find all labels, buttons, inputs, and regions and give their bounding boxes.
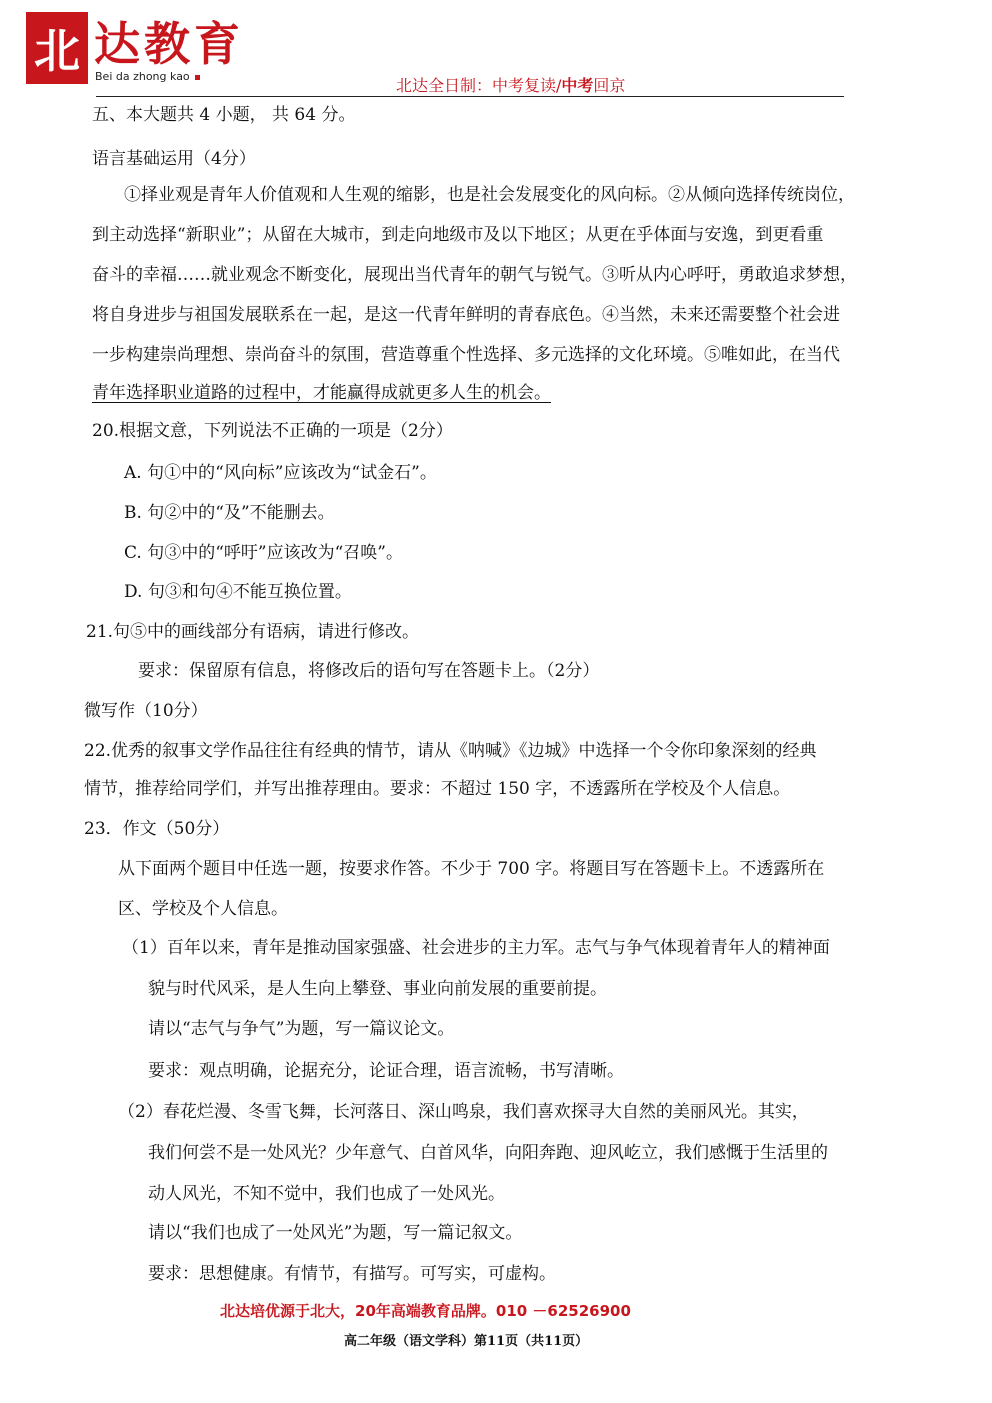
question-21: 21.句⑤中的画线部分有语病，请进行修改。 <box>86 622 420 642</box>
q20-option-d: D. 句③和句④不能互换位置。 <box>124 582 352 602</box>
section-title-micro-writing: 微写作（10分） <box>84 701 208 721</box>
topic-2-requirement: 要求：思想健康。有情节，有描写。可写实，可虚构。 <box>148 1264 556 1284</box>
logo-mark: 北 <box>26 12 88 84</box>
q20-option-b: B. 句②中的“及”不能删去。 <box>124 503 335 523</box>
logo-subtitle: Bei da zhong kao <box>95 70 200 83</box>
partial-section-heading: 五、本大题共 4 小题， 共 64 分。 <box>92 105 356 125</box>
passage-line: 一步构建崇尚理想、崇尚奋斗的氛围，营造尊重个性选择、多元选择的文化环境。⑤唯如此，在当代 <box>92 345 840 365</box>
topic-2-title-instruction: 请以“我们也成了一处风光”为题，写一篇记叙文。 <box>148 1223 523 1243</box>
q23-instructions-line: 从下面两个题目中任选一题，按要求作答。不少于 700 字。将题目写在答题卡上。不透露所在 <box>118 859 825 879</box>
passage-line: 到主动选择“新职业”；从留在大城市，到走向地级市及以下地区；从更在乎体面与安逸，到更看重 <box>92 225 824 245</box>
q20-option-a: A. 句①中的“风向标”应该改为“试金石”。 <box>124 463 437 483</box>
passage-line: 奋斗的幸福……就业观念不断变化，展现出当代青年的朝气与锐气。③听从内心呼吁，勇敢追求梦想， <box>92 265 857 285</box>
section-title-language: 语言基础运用（4分） <box>92 149 256 169</box>
topic-1-line: 貌与时代风采，是人生向上攀登、事业向前发展的重要前提。 <box>148 979 607 999</box>
logo-dot-icon <box>195 75 200 80</box>
q21-requirement: 要求：保留原有信息，将修改后的语句写在答题卡上。（2分） <box>138 661 600 681</box>
passage-line: 将自身进步与祖国发展联系在一起，是这一代青年鲜明的青春底色。④当然，未来还需要整个社会进 <box>92 305 840 325</box>
page-number: 高二年级（语文学科）第11页（共11页） <box>344 1334 589 1349</box>
question-22-line: 情节，推荐给同学们，并写出推荐理由。要求：不超过 150 字，不透露所在学校及个人信息。 <box>84 779 791 799</box>
q20-option-c: C. 句③中的“呼吁”应该改为“召唤”。 <box>124 543 403 563</box>
topic-1-requirement: 要求：观点明确，论据充分，论证合理，语言流畅，书写清晰。 <box>148 1061 624 1081</box>
topic-2-line: 我们何尝不是一处风光？少年意气、白首风华，向阳奔跑、迎风屹立，我们感慨于生活里的 <box>148 1143 828 1163</box>
topic-2-line: （2）春花烂漫、冬雪飞舞，长河落日、深山鸣泉，我们喜欢探寻大自然的美丽风光。其实， <box>118 1102 809 1122</box>
topic-1-title-instruction: 请以“志气与争气”为题，写一篇议论文。 <box>148 1019 455 1039</box>
question-20: 20.根据文意，下列说法不正确的一项是（2分） <box>92 421 453 441</box>
question-23: 23．作文（50分） <box>84 819 230 839</box>
q23-instructions-line: 区、学校及个人信息。 <box>118 899 288 919</box>
header-slogan: 北达全日制：中考复读/中考回京 <box>396 76 626 95</box>
passage-underlined-sentence: 青年选择职业道路的过程中，才能赢得成就更多人生的机会。 <box>92 383 551 403</box>
question-22-line: 22.优秀的叙事文学作品往往有经典的情节，请从《呐喊》《边城》中选择一个令你印象深刻的经典 <box>84 741 817 761</box>
logo-text: 达教育 <box>94 17 244 71</box>
header-divider <box>96 96 844 97</box>
topic-1-line: （1）百年以来，青年是推动国家强盛、社会进步的主力军。志气与争气体现着青年人的精神面 <box>122 938 830 958</box>
passage-line: ①择业观是青年人价值观和人生观的缩影，也是社会发展变化的风向标。②从倾向选择传统岗位， <box>124 185 855 205</box>
footer-advertisement: 北达培优源于北大，20年高端教育品牌。010 －62526900 <box>220 1302 631 1320</box>
topic-2-line: 动人风光，不知不觉中，我们也成了一处风光。 <box>148 1184 505 1204</box>
